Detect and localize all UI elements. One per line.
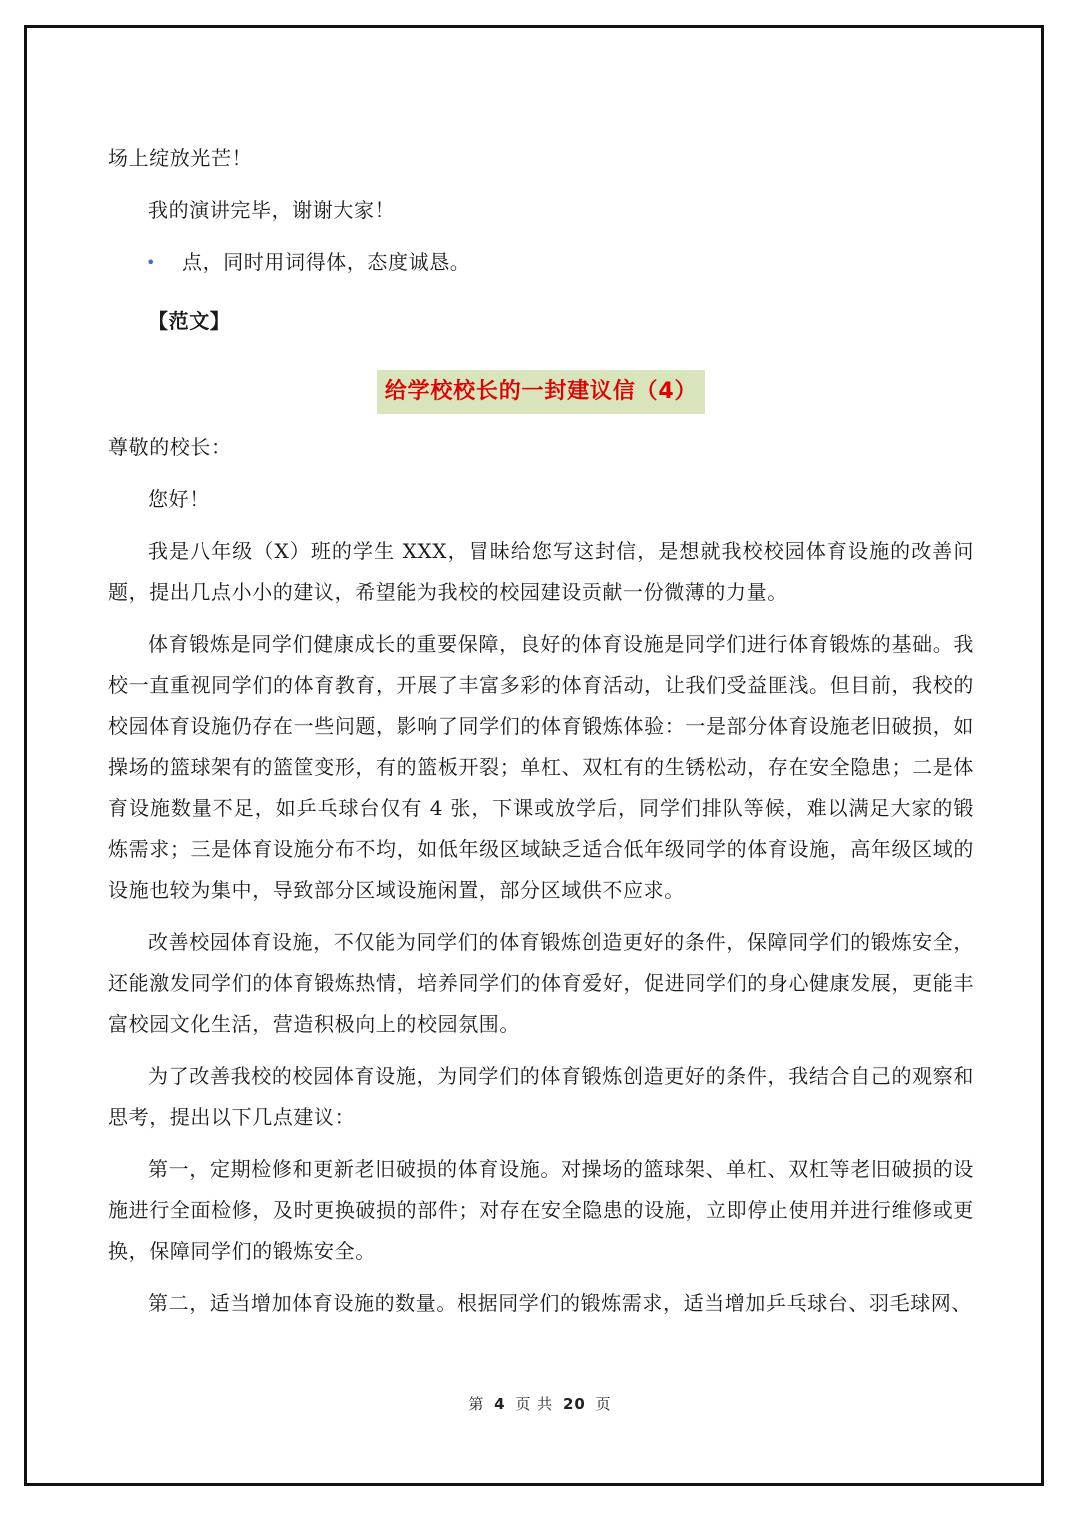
letter-title: 给学校校长的一封建议信（4） (377, 370, 706, 414)
sample-label: 【范文】 (148, 309, 231, 333)
footer-suffix: 页 (595, 1395, 612, 1413)
page-footer (0, 1393, 1080, 1414)
continued-line: 场上绽放光芒！ (108, 146, 253, 170)
document-body (108, 138, 974, 1335)
paragraph-suggestion-2: 第二，适当增加体育设施的数量。根据同学们的锻炼需求，适当增加乒乓球台、羽毛球网、 (148, 1291, 972, 1315)
footer-prefix: 第 (468, 1395, 485, 1413)
salutation: 尊敬的校长： (108, 435, 232, 459)
bullet-item (108, 242, 974, 283)
footer-middle: 页 共 (515, 1395, 554, 1413)
bullet-dot-icon: • (146, 253, 157, 272)
paragraph-problems: 体育锻炼是同学们健康成长的重要保障，良好的体育设施是同学们进行体育锻炼的基础。我校一直重视同学们的体育教育，开展了丰富多彩的体育活动，让我们受益匪浅。但目前，我校的校园体育设施仍存在一些问题，影响了同学们的体育锻炼体验：一是部分体育设施老旧破损，如操场的篮球架有的篮筐变形，有的篮板开裂；单杠、双杠有的生锈松动，存在安全隐患；二是体育设施数量不足，如乒乓球台仅有 4 张，下课或放学后，同学们排队等候，难以满足大家的锻炼需求；三是体育设施分布不均，如低年级区域缺乏适合低年级同学的体育设施，高年级区域的设施也较为集中，导致部分区域设施闲置，部分区域供不应求。 (108, 632, 974, 902)
paragraph-intro: 我是八年级（X）班的学生 XXX，冒昧给您写这封信，是想就我校校园体育设施的改善问题，提出几点小小的建议，希望能为我校的校园建设贡献一份微薄的力量。 (108, 539, 974, 604)
paragraph-suggestions-intro: 为了改善我校的校园体育设施，为同学们的体育锻炼创造更好的条件，我结合自己的观察和思考，提出以下几点建议： (108, 1064, 974, 1129)
paragraph-benefits: 改善校园体育设施，不仅能为同学们的体育锻炼创造更好的条件，保障同学们的锻炼安全，还能激发同学们的体育锻炼热情，培养同学们的体育爱好，促进同学们的身心健康发展，更能丰富校园文化生活，营造积极向上的校园氛围。 (108, 930, 974, 1036)
bullet-text: 点，同时用词得体，态度诚恳。 (182, 250, 471, 274)
footer-total-pages: 20 (562, 1395, 586, 1413)
title-wrapper (108, 370, 974, 414)
closing-line: 我的演讲完毕，谢谢大家！ (148, 198, 396, 222)
paragraph-suggestion-1: 第一，定期检修和更新老旧破损的体育设施。对操场的篮球架、单杠、双杠等老旧破损的设施进行全面检修，及时更换破损的部件；对存在安全隐患的设施，立即停止使用并进行维修或更换，保障同学们的锻炼安全。 (108, 1157, 974, 1263)
greeting: 您好！ (148, 487, 210, 511)
footer-page-number: 4 (494, 1395, 506, 1413)
